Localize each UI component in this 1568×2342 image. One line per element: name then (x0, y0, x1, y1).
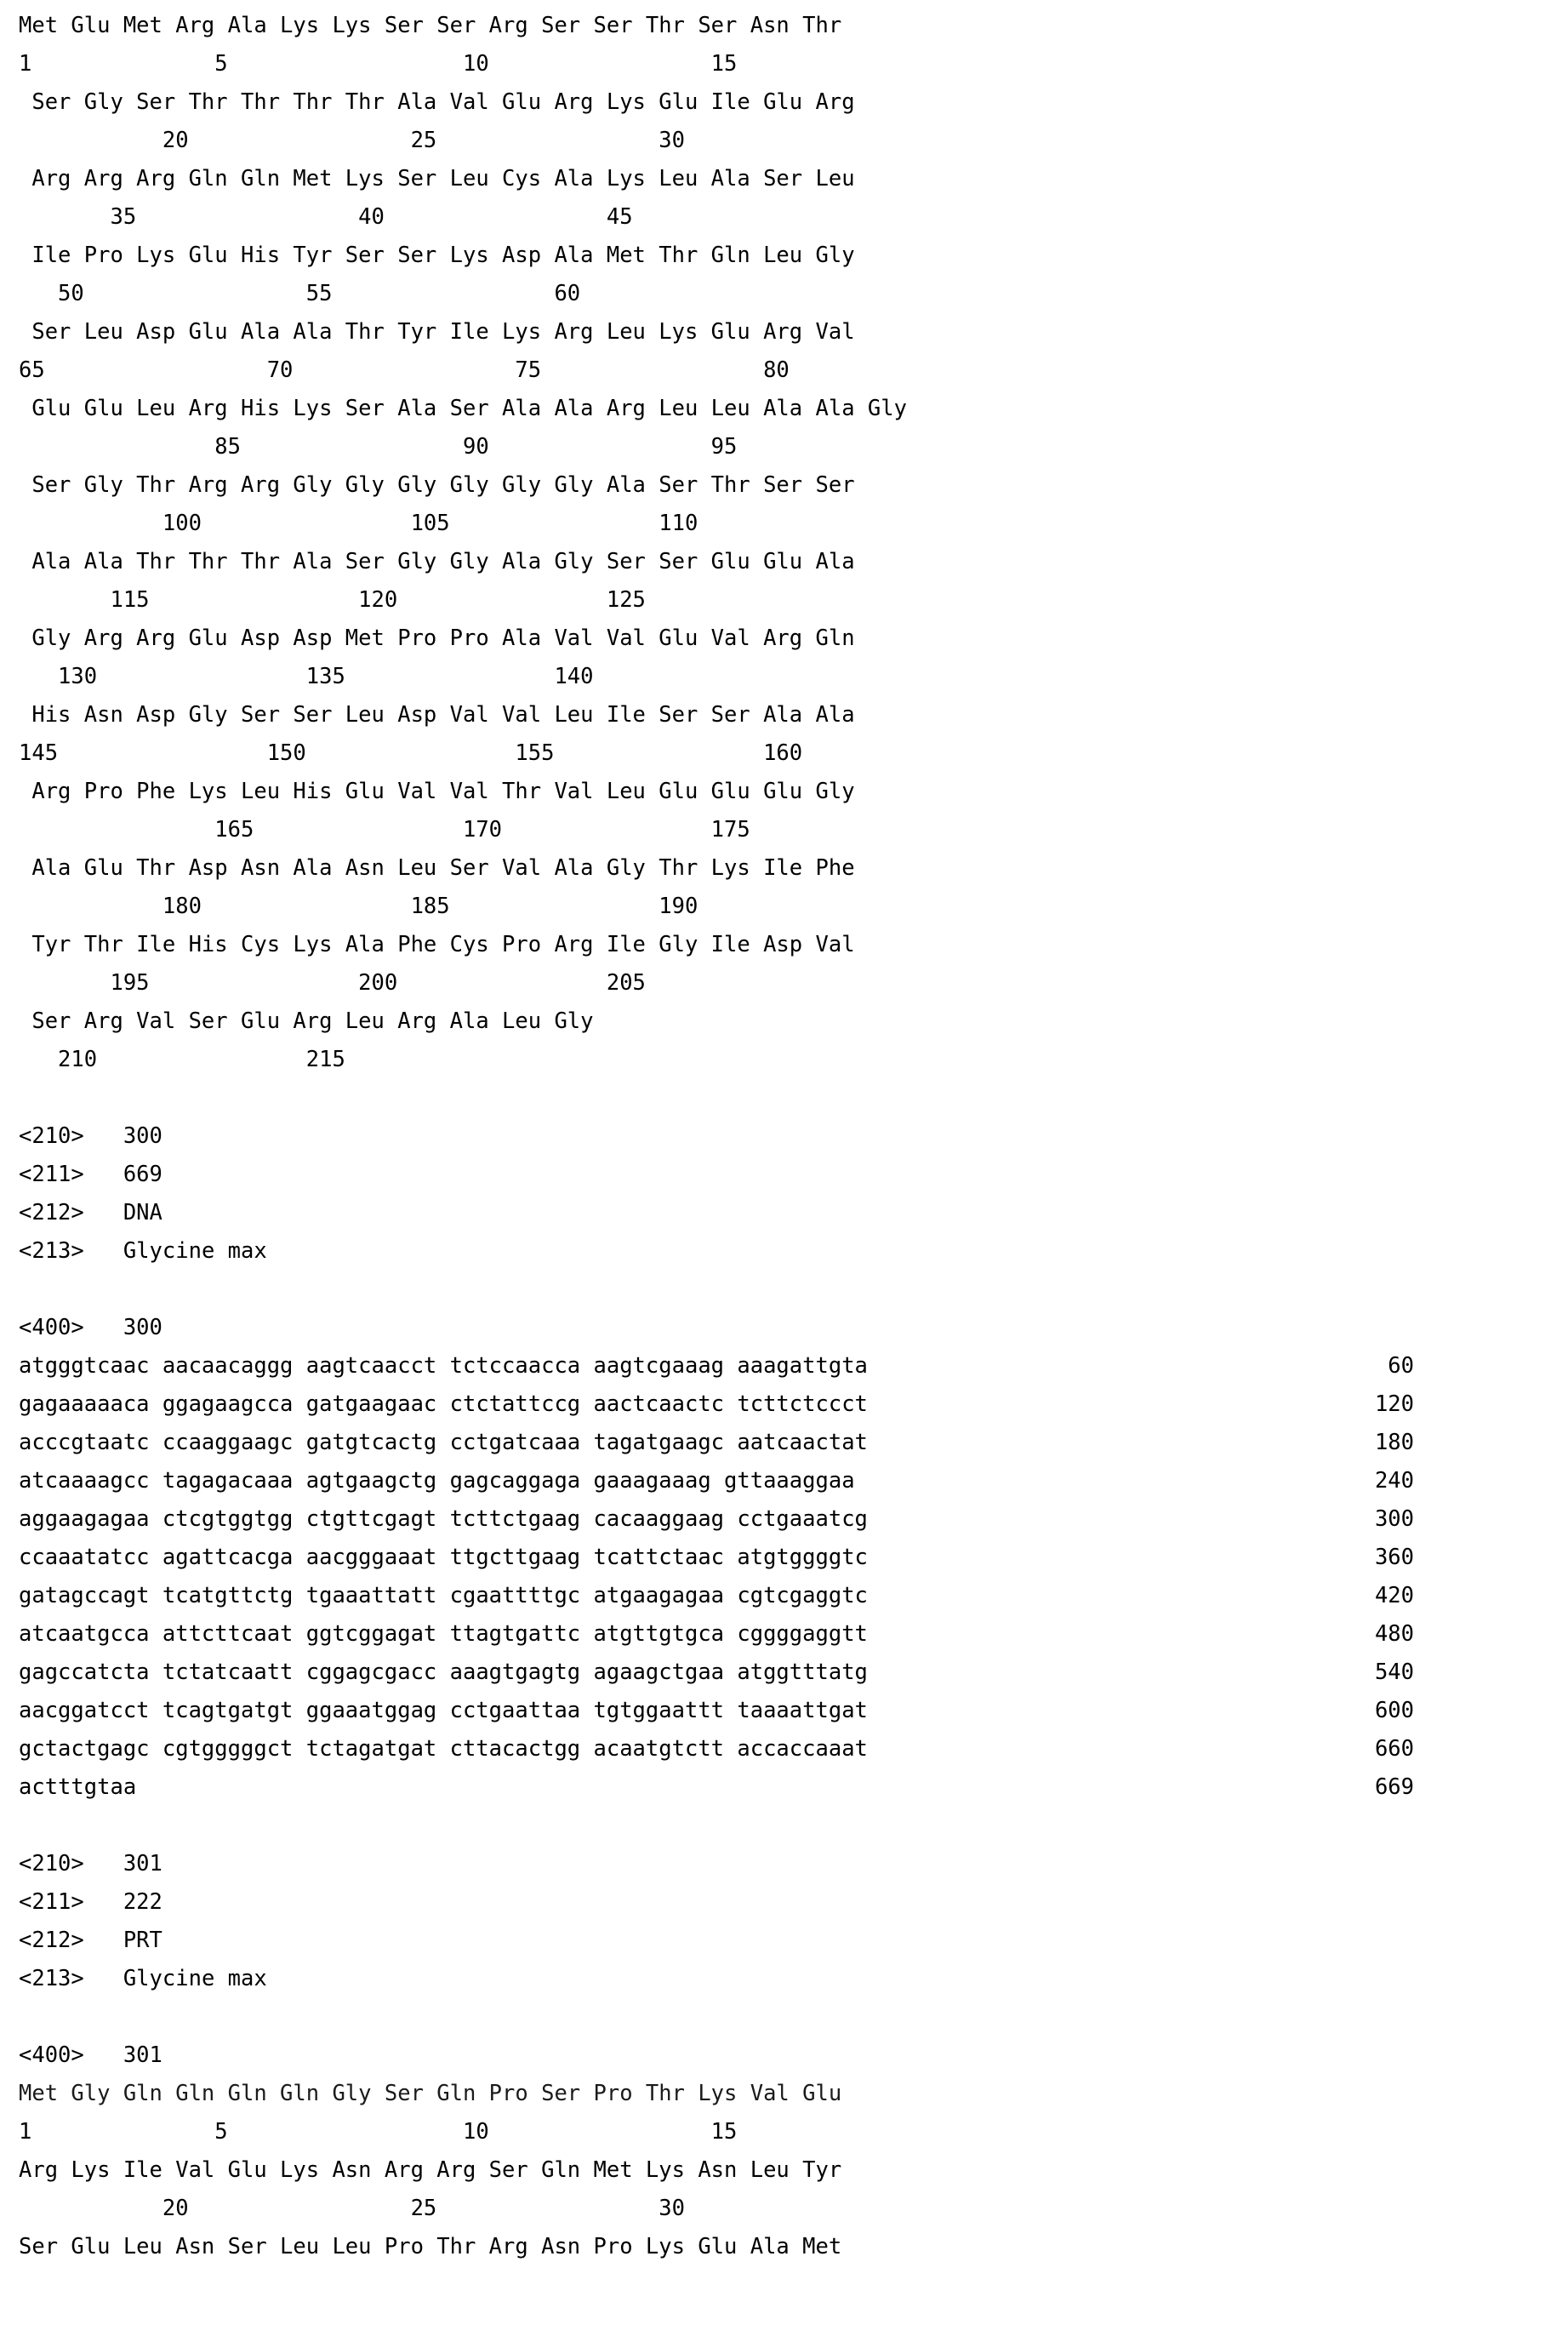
header-value: Glycine max (123, 1966, 267, 1991)
sequence-number-line: 20 25 30 (19, 128, 685, 153)
sequence-start-400-300 (19, 1309, 1568, 1347)
dna-row (19, 1539, 1550, 1577)
header-field-211 (19, 1156, 1568, 1194)
dna-sequence-text: aggaagagaa ctcgtggtgg ctgttcgagt tcttctgaag cacaaggaag cctgaaatcg (19, 1506, 868, 1532)
dna-sequence-text: gagaaaaaca ggagaagcca gatgaagaac ctctattccg aactcaactc tcttctccct (19, 1391, 868, 1417)
header-tag: <211> (19, 1889, 84, 1915)
dna-row (19, 1730, 1550, 1768)
dna-sequence-text: aacggatcct tcagtgatgt ggaaatggag cctgaattaa tgtggaattt taaaattgat (19, 1698, 868, 1723)
header-value: DNA (123, 1200, 163, 1225)
spacer (19, 1271, 1568, 1309)
start-value: 300 (123, 1315, 163, 1340)
dna-sequence-block (19, 1347, 1568, 1807)
dna-row (19, 1462, 1550, 1500)
dna-row (19, 1768, 1550, 1807)
dna-position-number: 660 (1374, 1736, 1414, 1762)
sequence-number-line: 100 105 110 (19, 511, 698, 536)
sequence-number-line: 115 120 125 (19, 587, 646, 613)
header-tag: <213> (19, 1238, 84, 1264)
dna-position-number: 60 (1388, 1353, 1414, 1379)
dna-sequence-text: atcaaaagcc tagagacaaa agtgaagctg gagcaggaga gaaagaaag gttaaaggaa (19, 1468, 855, 1494)
start-tag: <400> (19, 2042, 84, 2068)
sequence-residue-line: Ile Pro Lys Glu His Tyr Ser Ser Lys Asp Ala Met Thr Gln Leu Gly (19, 243, 855, 268)
sequence-number-line: 210 215 (19, 1047, 345, 1072)
sequence-residue-line: Ala Glu Thr Asp Asn Ala Asn Leu Ser Val Ala Gly Thr Lys Ile Phe (19, 855, 855, 881)
header-field-212 (19, 1194, 1568, 1232)
header-value: 300 (123, 1123, 163, 1149)
dna-row (19, 1385, 1550, 1424)
dna-position-number: 669 (1374, 1774, 1414, 1800)
dna-position-number: 180 (1374, 1430, 1414, 1455)
dna-row (19, 1500, 1550, 1539)
header-tag: <212> (19, 1200, 84, 1225)
sequence-number-line: 50 55 60 (19, 281, 581, 306)
header-tag: <213> (19, 1966, 84, 1991)
dna-sequence-text: atcaatgcca attcttcaat ggtcggagat ttagtgattc atgttgtgca cggggaggtt (19, 1621, 868, 1647)
spacer (19, 1998, 1568, 2036)
sequence-residue-line: Tyr Thr Ile His Cys Lys Ala Phe Cys Pro Arg Ile Gly Ile Asp Val (19, 932, 855, 957)
header-tag: <212> (19, 1928, 84, 1953)
sequence-number-line: 20 25 30 (19, 2196, 685, 2221)
dna-row (19, 1577, 1550, 1615)
dna-position-number: 600 (1374, 1698, 1414, 1723)
dna-sequence-text: atgggtcaac aacaacaggg aagtcaacct tctccaacca aagtcgaaag aaagattgta (19, 1353, 868, 1379)
dna-position-number: 480 (1374, 1621, 1414, 1647)
sequence-number-line: 1 5 10 15 (19, 2119, 738, 2145)
header-tag: <210> (19, 1851, 84, 1876)
sequence-start-400-301 (19, 2036, 1568, 2075)
sequence-header-300 (19, 1117, 1568, 1271)
sequence-number-line: 130 135 140 (19, 664, 594, 689)
sequence-residue-line: His Asn Asp Gly Ser Ser Leu Asp Val Val Leu Ile Ser Ser Ala Ala (19, 702, 855, 728)
header-value: 222 (123, 1889, 163, 1915)
start-tag: <400> (19, 1315, 84, 1340)
sequence-residue-line: Ser Leu Asp Glu Ala Ala Thr Tyr Ile Lys Arg Leu Lys Glu Arg Val (19, 319, 855, 345)
protein-sequence-block-1 (19, 7, 1568, 1079)
dna-sequence-text: gctactgagc cgtgggggct tctagatgat cttacactgg acaatgtctt accaccaaat (19, 1736, 868, 1762)
dna-sequence-text: gagccatcta tctatcaatt cggagcgacc aaagtgagtg agaagctgaa atggtttatg (19, 1659, 868, 1685)
sequence-residue-line: Met Glu Met Arg Ala Lys Lys Ser Ser Arg Ser Ser Thr Ser Asn Thr (19, 13, 842, 38)
dna-sequence-text: ccaaatatcc agattcacga aacgggaaat ttgcttgaag tcattctaac atgtggggtc (19, 1545, 868, 1570)
sequence-residue-line: Ser Glu Leu Asn Ser Leu Leu Pro Thr Arg Asn Pro Lys Glu Ala Met (19, 2234, 842, 2259)
sequence-residue-line: Glu Glu Leu Arg His Lys Ser Ala Ser Ala Ala Arg Leu Leu Ala Ala Gly (19, 396, 907, 421)
header-tag: <211> (19, 1162, 84, 1187)
sequence-number-line: 195 200 205 (19, 970, 646, 996)
sequence-header-301 (19, 1845, 1568, 1998)
header-field-210 (19, 1845, 1568, 1883)
sequence-residue-line: Ser Gly Thr Arg Arg Gly Gly Gly Gly Gly Gly Ala Ser Thr Ser Ser (19, 472, 855, 498)
dna-position-number: 120 (1374, 1391, 1414, 1417)
spacer (19, 1807, 1568, 1845)
sequence-residue-line: Ser Arg Val Ser Glu Arg Leu Arg Ala Leu Gly (19, 1008, 594, 1034)
header-field-212 (19, 1922, 1568, 1960)
dna-row (19, 1347, 1550, 1385)
sequence-residue-line: Ala Ala Thr Thr Thr Ala Ser Gly Gly Ala Gly Ser Ser Glu Glu Ala (19, 549, 855, 574)
dna-row (19, 1615, 1550, 1654)
header-tag: <210> (19, 1123, 84, 1149)
sequence-number-line: 165 170 175 (19, 817, 750, 843)
dna-position-number: 360 (1374, 1545, 1414, 1570)
header-field-211 (19, 1883, 1568, 1922)
header-field-213 (19, 1960, 1568, 1998)
dna-row (19, 1424, 1550, 1462)
sequence-residue-line: Gly Arg Arg Glu Asp Asp Met Pro Pro Ala Val Val Glu Val Arg Gln (19, 625, 855, 651)
header-field-213 (19, 1232, 1568, 1271)
start-value: 301 (123, 2042, 163, 2068)
sequence-number-line: 35 40 45 (19, 204, 633, 230)
sequence-residue-line: Arg Pro Phe Lys Leu His Glu Val Val Thr Val Leu Glu Glu Glu Gly (19, 779, 855, 804)
dna-position-number: 300 (1374, 1506, 1414, 1532)
sequence-residue-line: Arg Arg Arg Gln Gln Met Lys Ser Leu Cys Ala Lys Leu Ala Ser Leu (19, 166, 855, 191)
dna-sequence-text: acccgtaatc ccaaggaagc gatgtcactg cctgatcaaa tagatgaagc aatcaactat (19, 1430, 868, 1455)
sequence-residue-line: Ser Gly Ser Thr Thr Thr Thr Ala Val Glu Arg Lys Glu Ile Glu Arg (19, 89, 855, 115)
sequence-number-line: 85 90 95 (19, 434, 738, 460)
sequence-number-line: 65 70 75 80 (19, 357, 790, 383)
protein-sequence-block-2 (19, 2075, 1568, 2266)
header-value: PRT (123, 1928, 163, 1953)
dna-row (19, 1654, 1550, 1692)
sequence-number-line: 145 150 155 160 (19, 740, 803, 766)
header-value: 669 (123, 1162, 163, 1187)
header-field-210 (19, 1117, 1568, 1156)
header-value: 301 (123, 1851, 163, 1876)
header-value: Glycine max (123, 1238, 267, 1264)
sequence-number-line: 180 185 190 (19, 894, 698, 919)
sequence-residue-line: Met Gly Gln Gln Gln Gln Gly Ser Gln Pro Ser Pro Thr Lys Val Glu (19, 2081, 842, 2106)
dna-sequence-text: actttgtaa (19, 1774, 137, 1800)
spacer (19, 1079, 1568, 1117)
dna-position-number: 540 (1374, 1659, 1414, 1685)
sequence-residue-line: Arg Lys Ile Val Glu Lys Asn Arg Arg Ser Gln Met Lys Asn Leu Tyr (19, 2157, 842, 2183)
dna-row (19, 1692, 1550, 1730)
dna-position-number: 240 (1374, 1468, 1414, 1494)
sequence-number-line: 1 5 10 15 (19, 51, 738, 77)
dna-position-number: 420 (1374, 1583, 1414, 1608)
dna-sequence-text: gatagccagt tcatgttctg tgaaattatt cgaattttgc atgaagagaa cgtcgaggtc (19, 1583, 868, 1608)
